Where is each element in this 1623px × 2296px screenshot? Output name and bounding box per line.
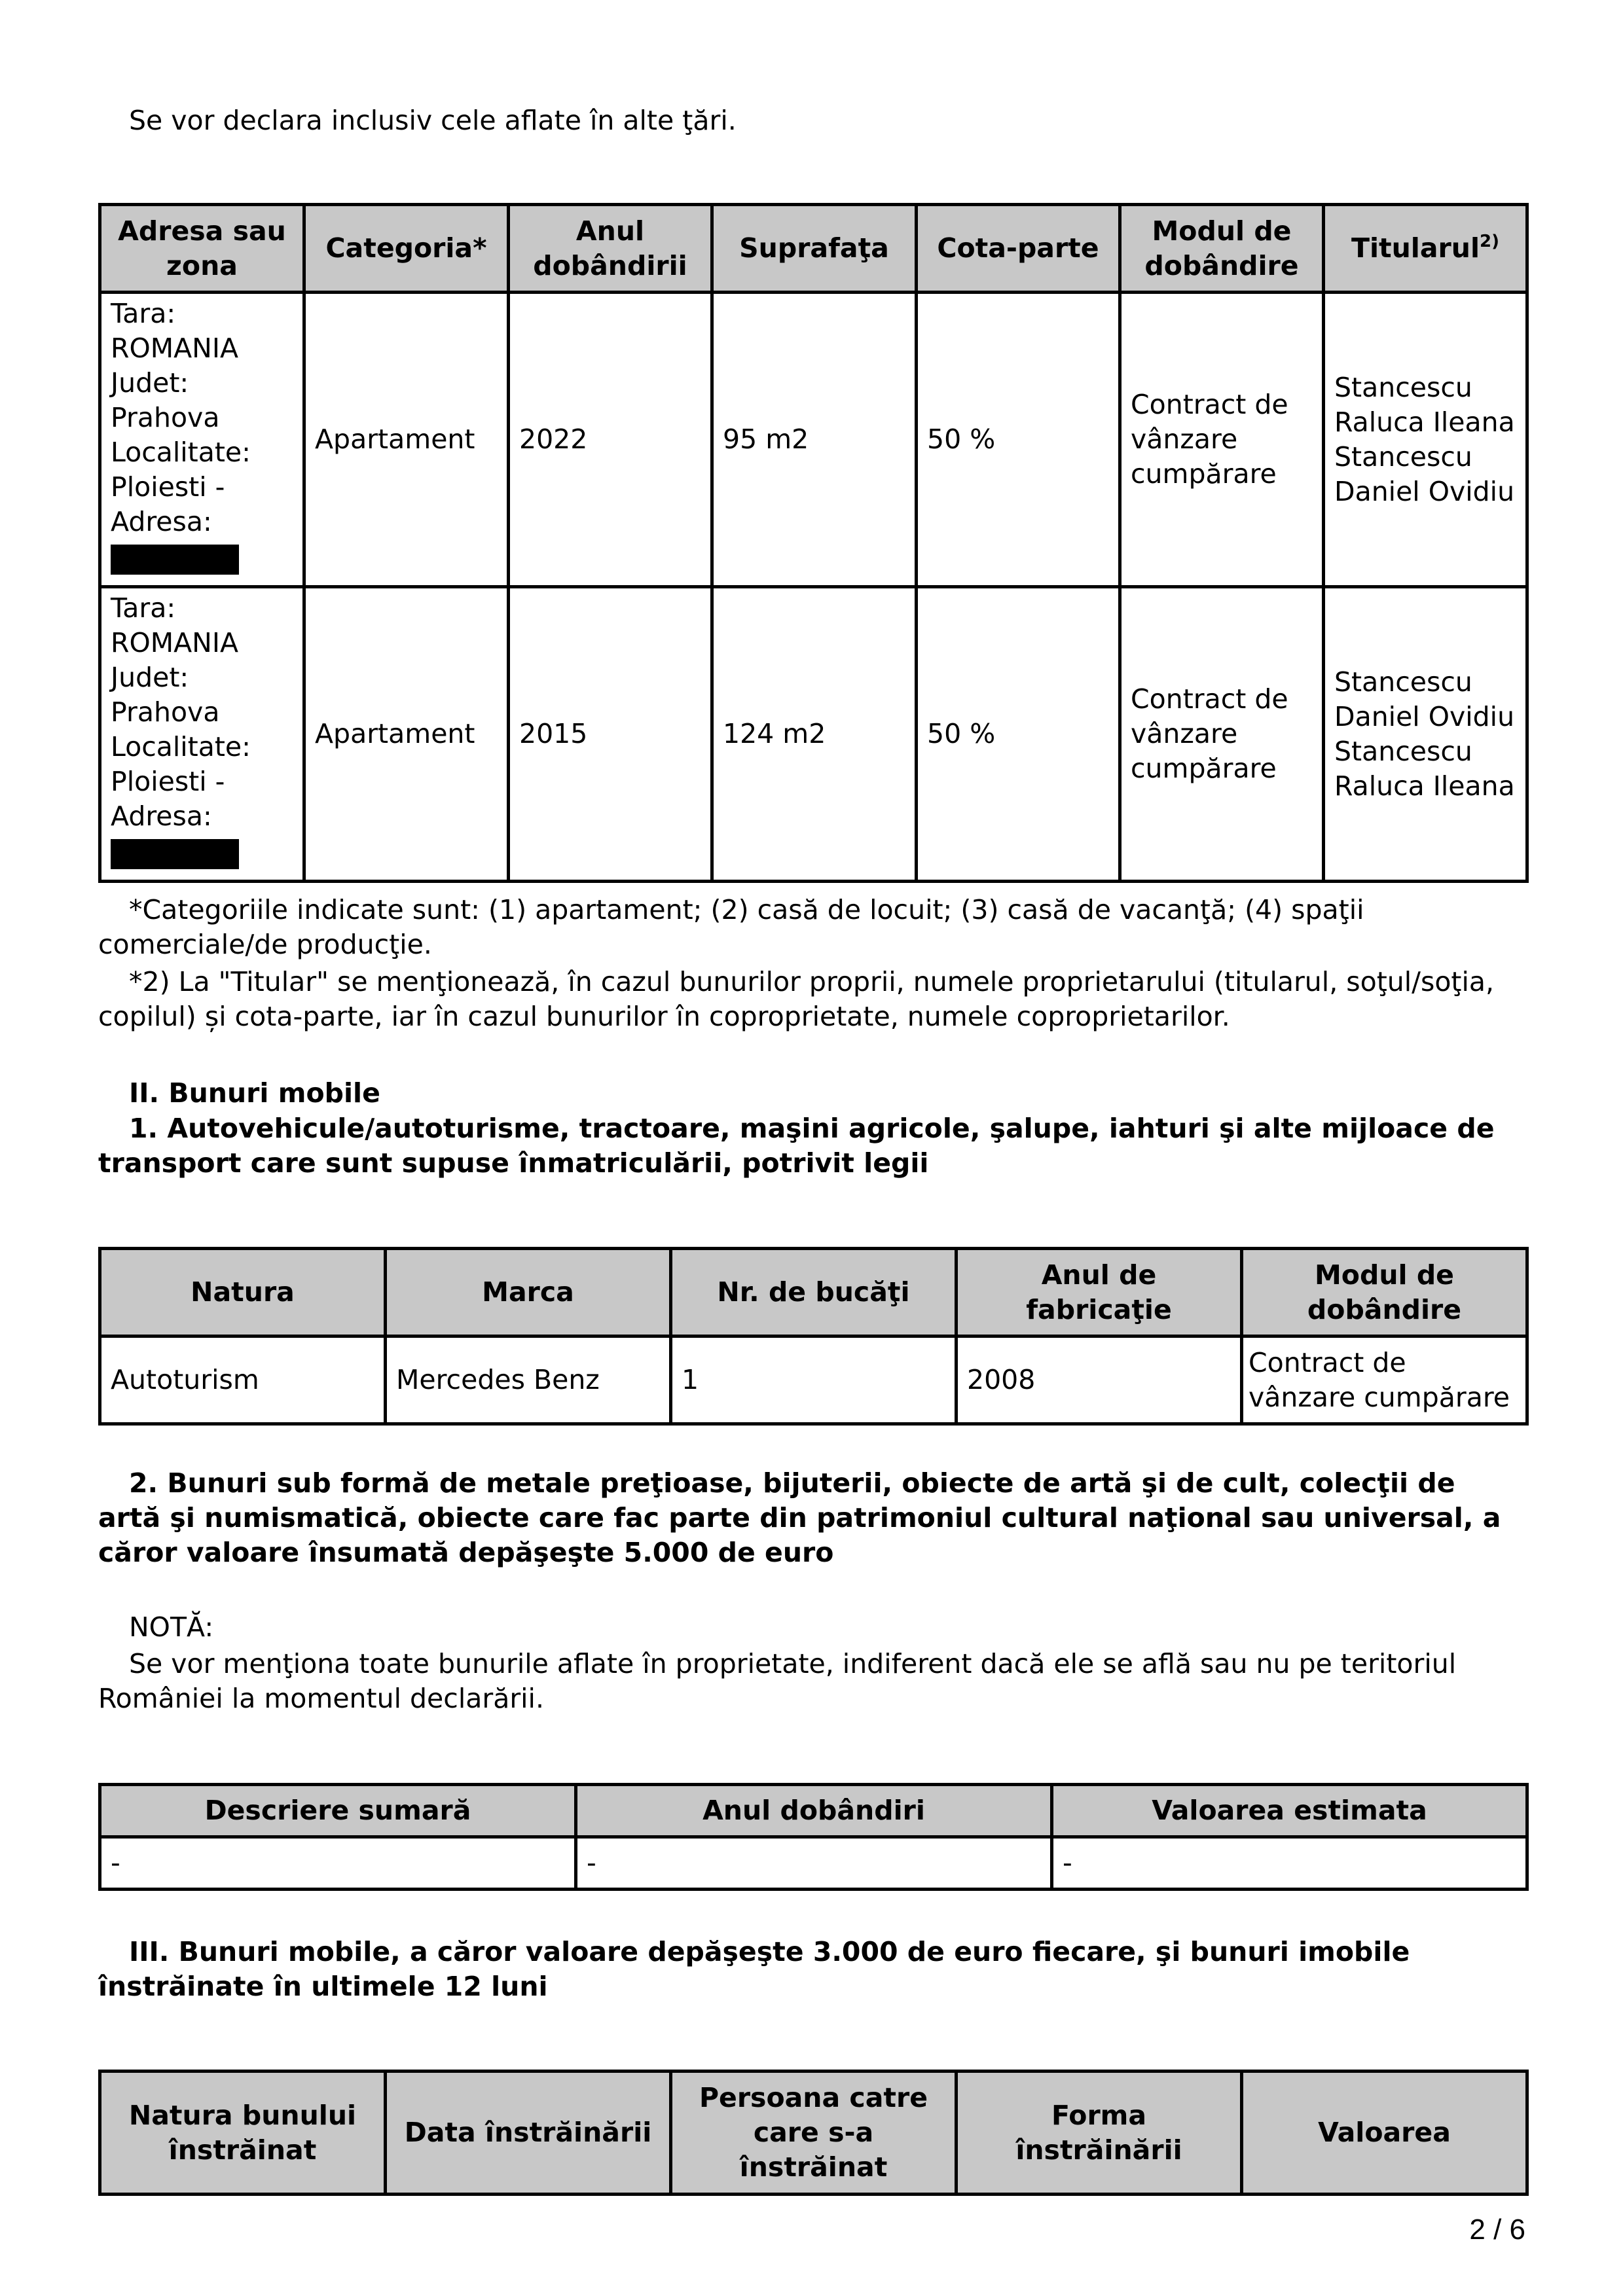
table-row: [100, 1336, 1527, 1424]
real-estate-table: [98, 203, 1529, 883]
area-cell: 95 m2: [712, 293, 917, 587]
col-header-alienation-date: Data înstrăinării: [386, 2072, 671, 2195]
footnote-ref: 2): [1480, 232, 1499, 251]
valuables-table: [98, 1783, 1529, 1891]
redacted-block: [111, 839, 239, 869]
mode-cell: Contract de vânzare cumpărare: [1120, 293, 1324, 587]
area-cell: 124 m2: [712, 587, 917, 882]
mode-cell: Contract de vânzare cumpărare: [1242, 1336, 1527, 1424]
intro-note: Se vor declara inclusiv cele aflate în alte ţări.: [129, 105, 737, 136]
table-row: [100, 587, 1527, 882]
col-header-share: Cota-parte: [917, 205, 1120, 293]
col-header-mode: Modul de dobândire: [1120, 205, 1324, 293]
value-cell: -: [1052, 1837, 1527, 1890]
col-header-alienated-nature: Natura bunului înstrăinat: [100, 2072, 386, 2195]
holder-cell: Stancescu Raluca Ileana Stancescu Daniel Ovidiu: [1324, 293, 1527, 587]
holder-cell: Stancescu Daniel Ovidiu Stancescu Raluca Ileana: [1324, 587, 1527, 882]
year-cell: -: [576, 1837, 1052, 1890]
page-number: 2 / 6: [1469, 2214, 1525, 2246]
category-cell: Apartament: [304, 587, 509, 882]
col-header-area: Suprafaţa: [712, 205, 917, 293]
nature-cell: Autoturism: [100, 1336, 386, 1424]
redacted-block: [111, 545, 239, 575]
note-label: NOTĂ:: [129, 1611, 214, 1643]
footnote-categories: *Categoriile indicate sunt: (1) apartament; (2) casă de locuit; (3) casă de vacanţă; (4) spaţii comerciale/de producţie.: [98, 894, 1364, 960]
col-header-nature: Natura: [100, 1249, 386, 1336]
col-header-value: Valoarea estimata: [1052, 1785, 1527, 1837]
col-header-mode: Modul de dobândire: [1242, 1249, 1527, 1336]
section-2-2-title: 2. Bunuri sub formă de metale preţioase, bijuterii, obiecte de artă şi de cult, colecţii de artă şi numismatică, obiecte care fac parte din patrimoniul cultural naţional sau universal, a căror valoare însumată depăşeşte 5.000 de euro: [98, 1467, 1501, 1568]
col-header-holder-label: Titularul: [1351, 232, 1480, 264]
mode-cell: Contract de vânzare cumpărare: [1120, 587, 1324, 882]
col-header-year: Anul dobândiri: [576, 1785, 1052, 1837]
col-header-recipient: Persoana catre care s-a înstrăinat: [671, 2072, 957, 2195]
col-header-description: Descriere sumară: [100, 1785, 576, 1837]
address-text: Tara: ROMANIA Judet: Prahova Localitate: Ploiesti - Adresa:: [111, 298, 251, 537]
table-row: [100, 1837, 1527, 1890]
manufacture-year-cell: 2008: [957, 1336, 1242, 1424]
address-text: Tara: ROMANIA Judet: Prahova Localitate: Ploiesti - Adresa:: [111, 592, 251, 832]
col-header-value: Valoarea: [1242, 2072, 1527, 2195]
col-header-brand: Marca: [386, 1249, 671, 1336]
col-header-alienation-form: Forma înstrăinării: [957, 2072, 1242, 2195]
col-header-holder: [1324, 205, 1527, 293]
col-header-count: Nr. de bucăţi: [671, 1249, 957, 1336]
vehicles-table: [98, 1247, 1529, 1426]
section-2-title: II. Bunuri mobile: [129, 1077, 380, 1109]
category-cell: Apartament: [304, 293, 509, 587]
col-header-category: Categoria*: [304, 205, 509, 293]
col-header-address: Adresa sau zona: [100, 205, 304, 293]
share-cell: 50 %: [917, 293, 1120, 587]
section-3-title: III. Bunuri mobile, a căror valoare depăşeşte 3.000 de euro fiecare, şi bunuri imobile înstrăinate în ultimele 12 luni: [98, 1936, 1410, 2002]
section-2-1-title: 1. Autovehicule/autoturisme, tractoare, maşini agricole, şalupe, iahturi şi alte mijloace de transport care sunt supuse înmatriculării, potrivit legii: [98, 1113, 1495, 1179]
col-header-year: Anul dobândirii: [509, 205, 712, 293]
note-text: Se vor menţiona toate bunurile aflate în proprietate, indiferent dacă ele se află sau nu pe teritoriul României la momentul declarării.: [98, 1648, 1457, 1714]
col-header-manufacture-year: Anul de fabricaţie: [957, 1249, 1242, 1336]
footnote-titular: *2) La "Titular" se menţionează, în cazul bunurilor proprii, numele proprietarului (titularul, soţul/soţia, copilul) și cota-parte, iar în cazul bunurilor în coproprietate, numele coproprietarilor.: [98, 966, 1495, 1032]
alienated-goods-table: [98, 2070, 1529, 2196]
brand-cell: Mercedes Benz: [386, 1336, 671, 1424]
year-cell: 2015: [509, 587, 712, 882]
share-cell: 50 %: [917, 587, 1120, 882]
count-cell: 1: [671, 1336, 957, 1424]
address-cell: [100, 293, 304, 587]
year-cell: 2022: [509, 293, 712, 587]
description-cell: -: [100, 1837, 576, 1890]
address-cell: [100, 587, 304, 882]
table-row: [100, 293, 1527, 587]
